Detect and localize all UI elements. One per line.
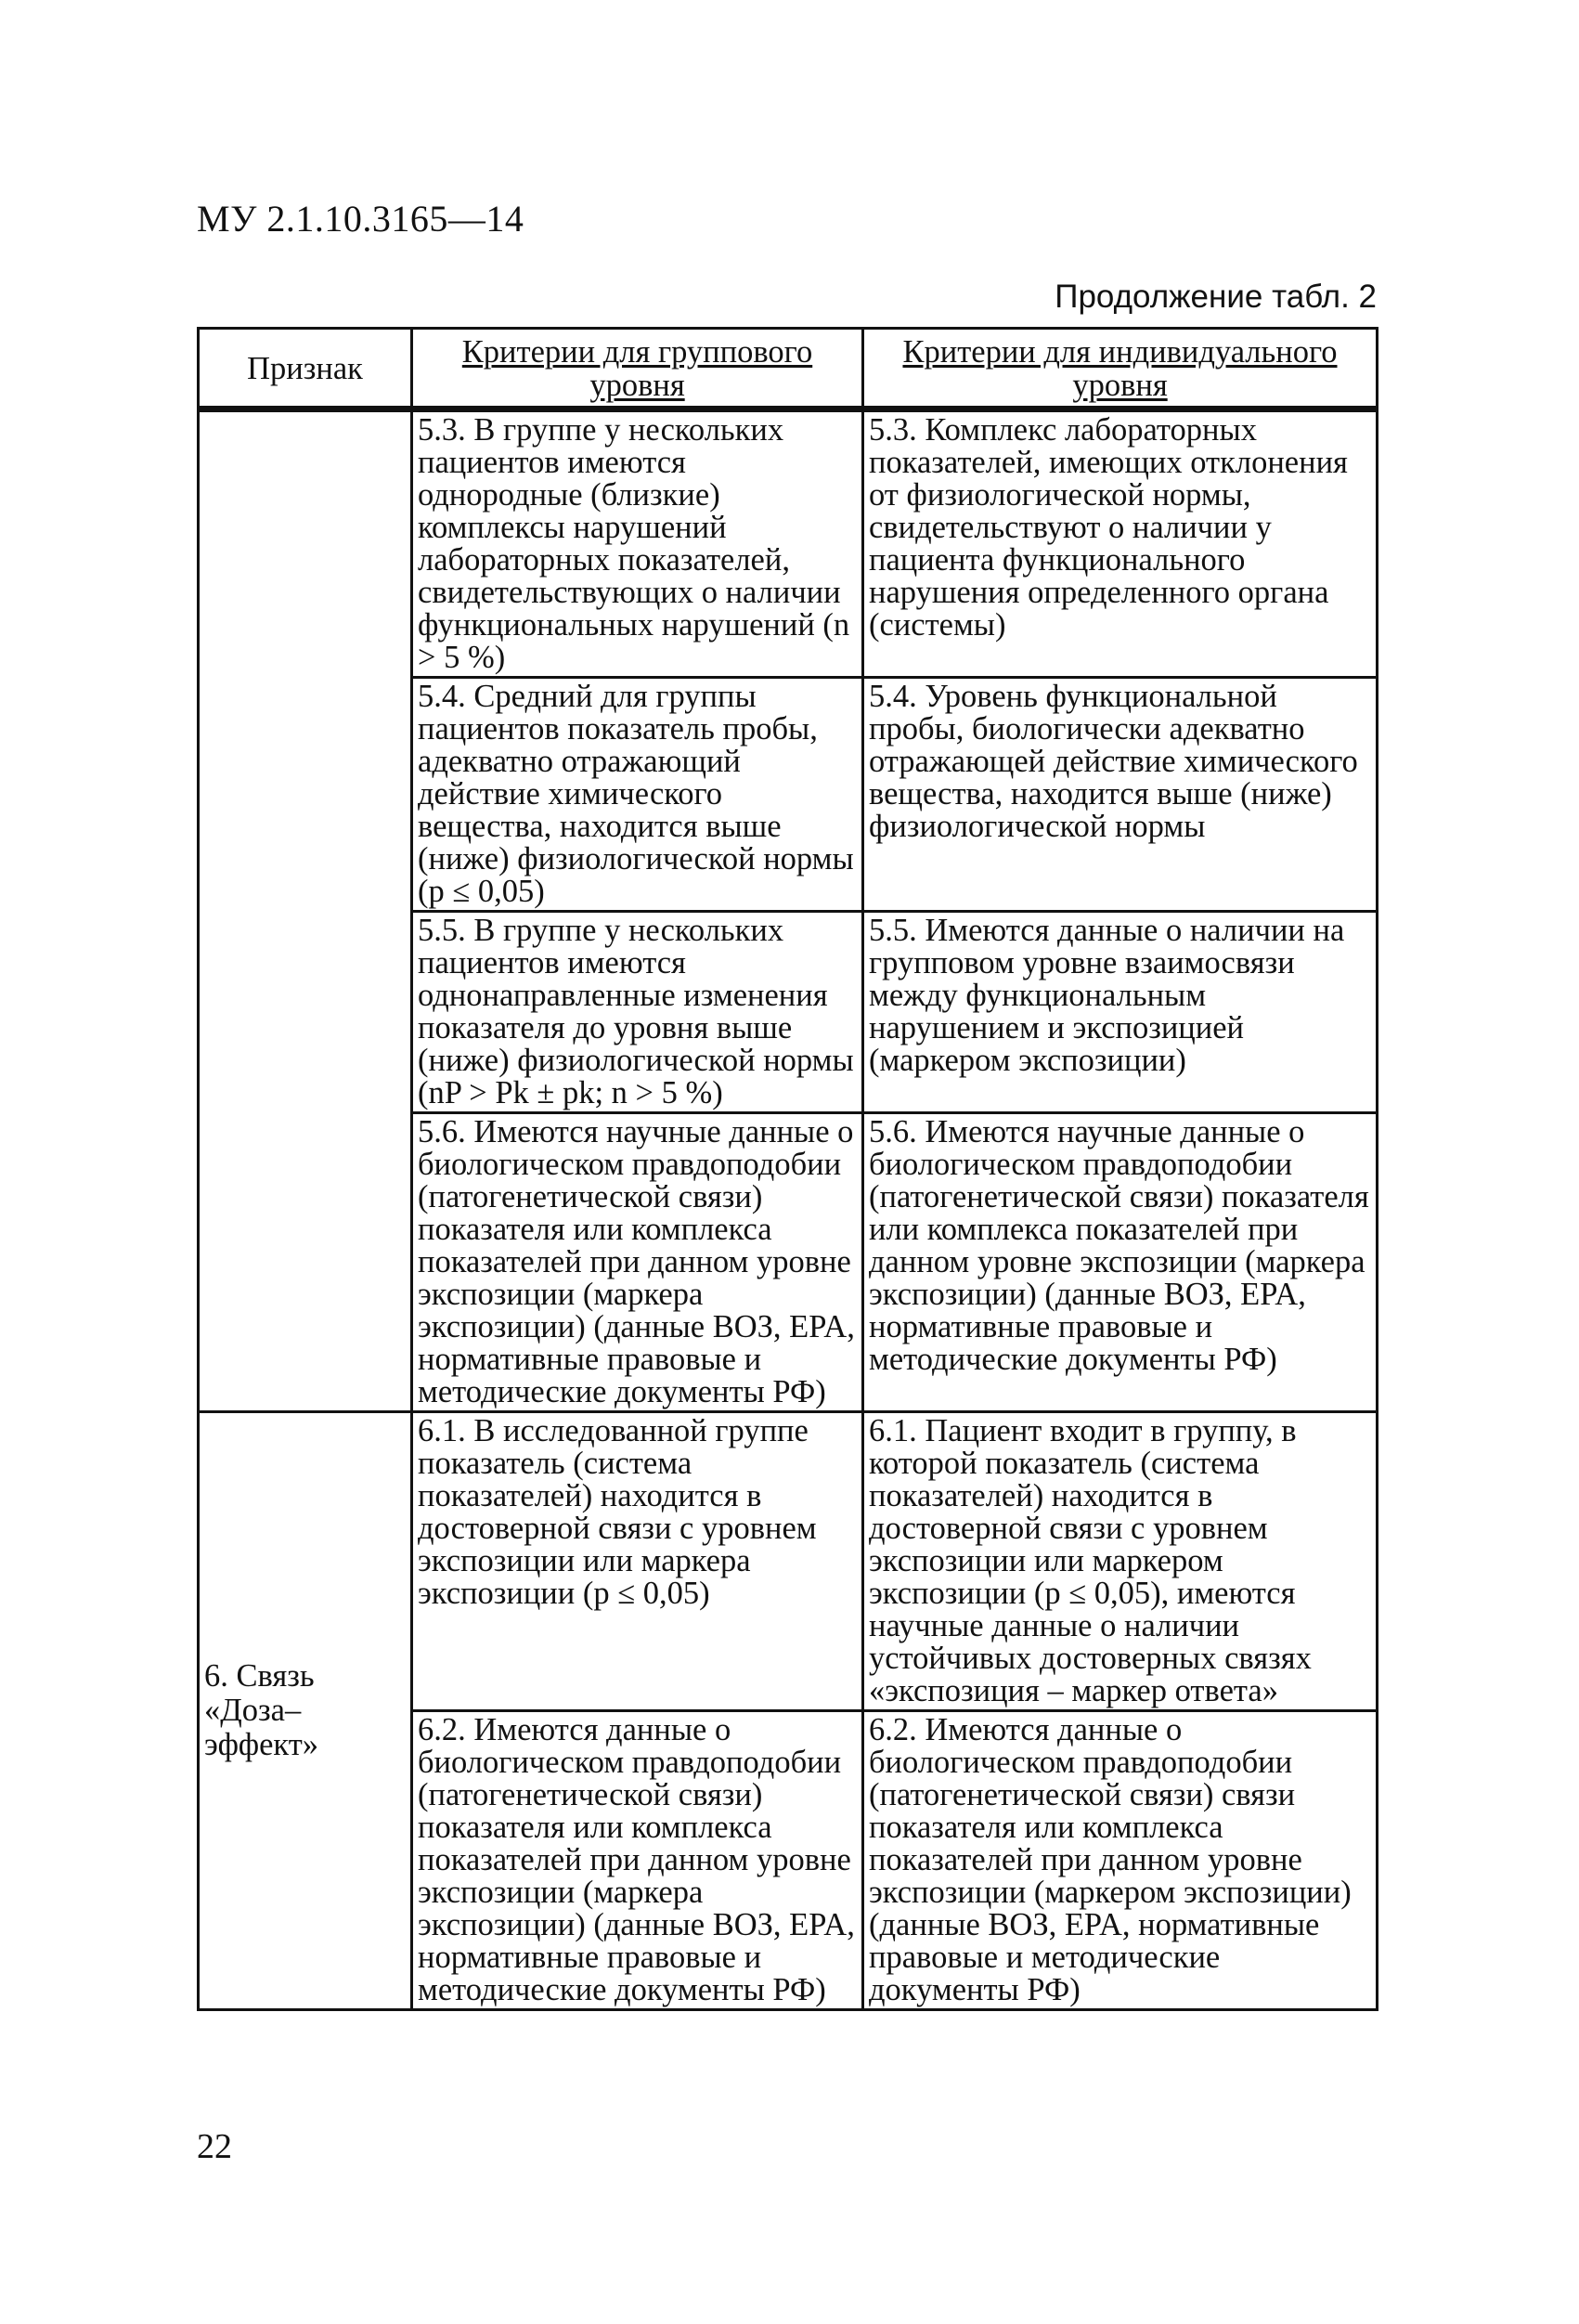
- group-criterion-cell: 6.1. В исследованной группе показатель (система показателей) находится в достоверной связи с уровнем экспозиции или маркера экспозиции (p ≤ 0,05): [412, 1412, 863, 1711]
- individual-criterion-cell: 5.3. Комплекс лабораторных показателей, имеющих отклонения от физиологической нормы, свидетельствуют о наличии у пациента функционального нарушения определенного органа (системы): [863, 409, 1378, 678]
- table-continuation-label: Продолжение табл. 2: [1055, 279, 1377, 315]
- individual-criterion-cell: 5.5. Имеются данные о наличии на групповом уровне взаимосвязи между функциональным нарушением и экспозицией (маркером экспозиции): [863, 912, 1378, 1113]
- group-criterion-cell: 6.2. Имеются данные о биологическом правдоподобии (патогенетической связи) показателя или комплекса показателей при данном уровне экспозиции (маркера экспозиции) (данные ВОЗ, EPA, нормативные правовые и методические документы РФ): [412, 1711, 863, 2010]
- document-code: МУ 2.1.10.3165—14: [197, 198, 524, 240]
- table-row: [199, 409, 1378, 678]
- group-criterion-cell: 5.3. В группе у нескольких пациентов имеются однородные (близкие) комплексы нарушений лабораторных показателей, свидетельствующих о наличии функциональных нарушений (n > 5 %): [412, 409, 863, 678]
- page-number: 22: [197, 2127, 232, 2166]
- group-criterion-cell: 5.5. В группе у нескольких пациентов имеются однонаправленные изменения показателя до уровня выше (ниже) физиологической нормы (nP > Pk ± pk; n > 5 %): [412, 912, 863, 1113]
- group-criterion-cell: 5.6. Имеются научные данные о биологическом правдоподобии (патогенетической связи) показателя или комплекса показателей при данном уровне экспозиции (маркера экспозиции) (данные ВОЗ, EPA, нормативные правовые и методические документы РФ): [412, 1113, 863, 1412]
- column-header-group-level: Критерии для группового уровня: [412, 329, 863, 409]
- table-row: [199, 1412, 1378, 1711]
- table-header-row: [199, 329, 1378, 409]
- sign-cell-empty: [199, 409, 412, 1412]
- individual-criterion-cell: 6.2. Имеются данные о биологическом правдоподобии (патогенетической связи) связи показателя или комплекса показателей при данном уровне экспозиции (маркером экспозиции) (данные ВОЗ, EPA, нормативные правовые и методические документы РФ): [863, 1711, 1378, 2010]
- sign-cell-dose-effect: 6. Связь «Доза–эффект»: [199, 1412, 412, 2010]
- group-criterion-cell: 5.4. Средний для группы пациентов показатель пробы, адекватно отражающий действие химического вещества, находится выше (ниже) физиологической нормы (p ≤ 0,05): [412, 678, 863, 912]
- individual-criterion-cell: 5.6. Имеются научные данные о биологическом правдоподобии (патогенетической связи) показателя или комплекса показателей при данном уровне экспозиции (маркера экспозиции) (данные ВОЗ, EPA, нормативные правовые и методические документы РФ): [863, 1113, 1378, 1412]
- criteria-table: [197, 327, 1378, 2011]
- individual-criterion-cell: 5.4. Уровень функциональной пробы, биологически адекватно отражающей действие химического вещества, находится выше (ниже) физиологической нормы: [863, 678, 1378, 912]
- individual-criterion-cell: 6.1. Пациент входит в группу, в которой показатель (система показателей) находится в достоверной связи с уровнем экспозиции или маркером экспозиции (p ≤ 0,05), имеются научные данные о наличии устойчивых достоверных связях «экспозиция – маркер ответа»: [863, 1412, 1378, 1711]
- column-header-sign: Признак: [199, 329, 412, 409]
- column-header-individual-level: Критерии для индивидуального уровня: [863, 329, 1378, 409]
